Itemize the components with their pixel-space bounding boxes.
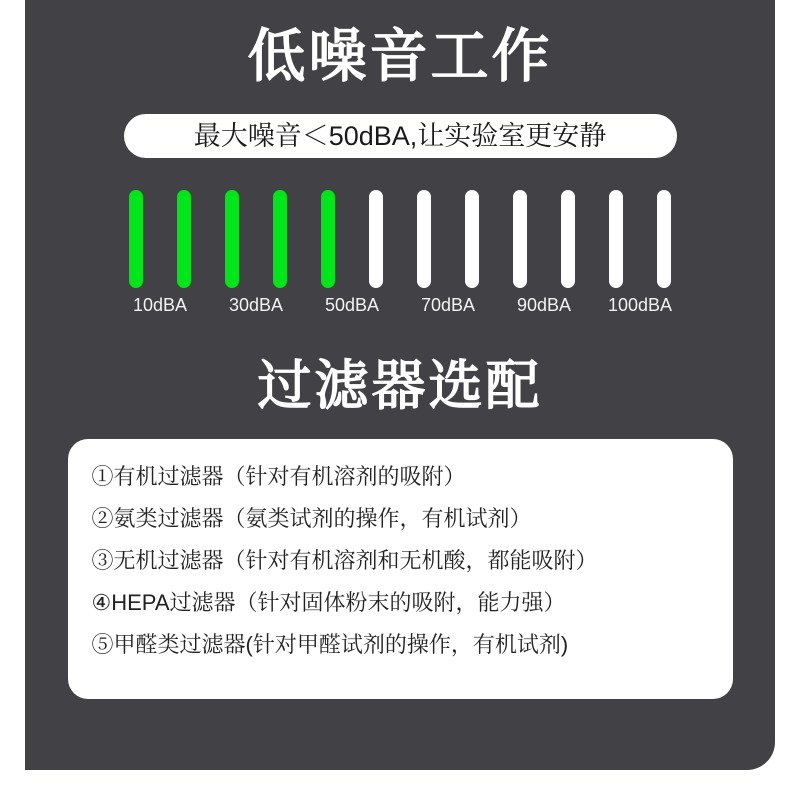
meter-bar-active <box>129 190 143 288</box>
meter-bar-inactive <box>657 190 671 288</box>
meter-scale-label: 10dBA <box>132 295 188 315</box>
filter-section-title: 过滤器选配 <box>257 356 543 416</box>
meter-bar-inactive <box>369 190 383 288</box>
filter-option-item: ②氨类过滤器（氨类试剂的操作，有机试剂） <box>91 506 532 531</box>
meter-bar-inactive <box>465 190 479 288</box>
meter-bar-active <box>225 190 239 288</box>
meter-scale-label: 30dBA <box>228 295 284 315</box>
meter-bar-active <box>177 190 191 288</box>
meter-scale-label: 100dBA <box>607 295 673 315</box>
noise-meter-scale <box>25 295 775 315</box>
meter-scale-label: 70dBA <box>420 295 476 315</box>
meter-scale-label: 50dBA <box>324 295 380 315</box>
filter-options-card <box>68 439 733 699</box>
noise-subtitle-pill <box>124 114 677 158</box>
meter-bar-inactive <box>561 190 575 288</box>
filter-option-item: ①有机过滤器（针对有机溶剂的吸附） <box>91 464 466 489</box>
meter-bar-inactive <box>513 190 527 288</box>
meter-bar-active <box>321 190 335 288</box>
filter-option-item: ④HEPA过滤器（针对固体粉末的吸附，能力强） <box>91 590 566 615</box>
meter-bar-active <box>273 190 287 288</box>
meter-bar-inactive <box>609 190 623 288</box>
filter-option-item: ③无机过滤器（针对有机溶剂和无机酸，都能吸附） <box>91 548 598 573</box>
noise-subtitle-text: 最大噪音＜50dBA,让实验室更安静 <box>193 120 607 151</box>
noise-level-meter <box>25 190 775 288</box>
meter-scale-label: 90dBA <box>516 295 572 315</box>
noise-section-title: 低噪音工作 <box>247 24 553 89</box>
dark-panel <box>25 0 775 770</box>
filter-option-item: ⑤甲醛类过滤器(针对甲醛试剂的操作，有机试剂) <box>91 632 569 657</box>
meter-bar-inactive <box>417 190 431 288</box>
